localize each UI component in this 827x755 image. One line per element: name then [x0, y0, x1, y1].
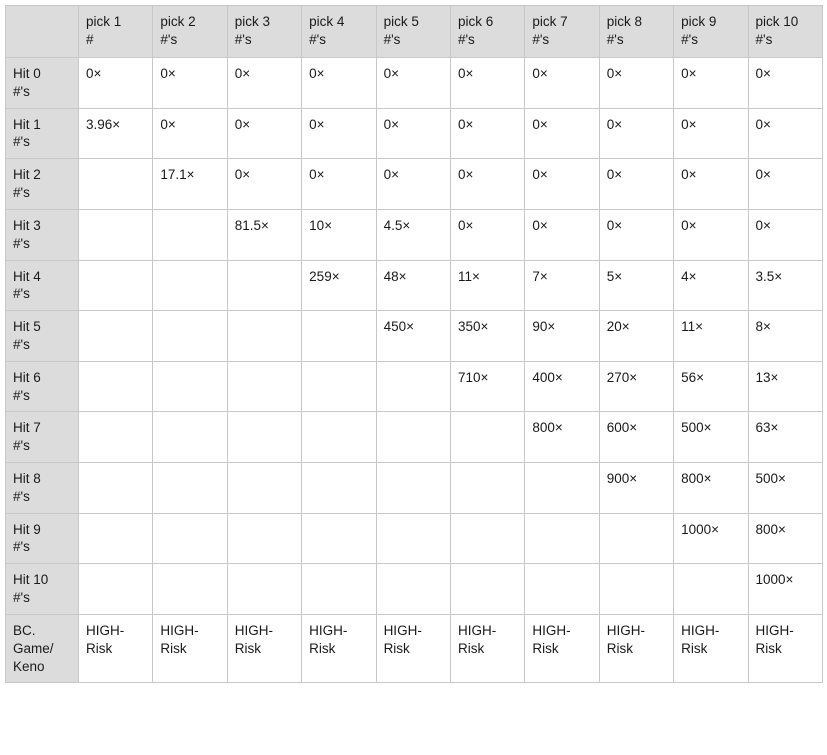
cell-hit6-pick7: 400× [525, 361, 599, 412]
cell-hit0-pick9: 0× [674, 58, 748, 109]
cell-hit2-pick1 [79, 159, 153, 210]
column-header-pick-8 [599, 6, 673, 58]
row-header-unit: #'s [13, 83, 30, 99]
table-row [6, 564, 823, 615]
cell-hit8-pick2 [153, 463, 227, 514]
column-header-pick-9 [674, 6, 748, 58]
cell-hit4-pick7: 7× [525, 260, 599, 311]
row-header-unit: #'s [13, 134, 30, 150]
cell-risk-pick8: HIGH-Risk [599, 614, 673, 682]
cell-hit3-pick9: 0× [674, 209, 748, 260]
cell-hit7-pick9: 500× [674, 412, 748, 463]
column-header-pick-5 [376, 6, 450, 58]
row-header-hit-8 [6, 463, 79, 514]
table-row [6, 58, 823, 109]
cell-hit2-pick10: 0× [748, 159, 822, 210]
column-header-unit: #'s [681, 31, 698, 47]
cell-hit4-pick10: 3.5× [748, 260, 822, 311]
cell-hit4-pick2 [153, 260, 227, 311]
cell-hit0-pick10: 0× [748, 58, 822, 109]
cell-hit9-pick8 [599, 513, 673, 564]
cell-hit8-pick8: 900× [599, 463, 673, 514]
cell-hit6-pick10: 13× [748, 361, 822, 412]
column-header-unit: # [86, 31, 94, 47]
cell-hit7-pick1 [79, 412, 153, 463]
row-header-label2: Game/ [13, 640, 54, 656]
cell-hit4-pick4: 259× [302, 260, 376, 311]
cell-hit5-pick5: 450× [376, 311, 450, 362]
cell-hit0-pick7: 0× [525, 58, 599, 109]
cell-hit8-pick5 [376, 463, 450, 514]
column-header-name: pick 6 [457, 14, 494, 29]
cell-hit5-pick1 [79, 311, 153, 362]
cell-hit10-pick10: 1000× [748, 564, 822, 615]
cell-hit8-pick10: 500× [748, 463, 822, 514]
cell-hit4-pick5: 48× [376, 260, 450, 311]
column-header-name: pick 5 [383, 14, 419, 29]
table-header [6, 6, 823, 58]
cell-hit10-pick6 [450, 564, 524, 615]
cell-hit9-pick6 [450, 513, 524, 564]
column-header-name: pick 1 [86, 14, 122, 29]
row-header-hit-5 [6, 311, 79, 362]
row-header-label: Hit 7 [13, 420, 41, 436]
cell-hit3-pick5: 4.5× [376, 209, 450, 260]
cell-hit6-pick5 [376, 361, 450, 412]
row-header-label: Hit 5 [13, 319, 41, 335]
cell-hit2-pick9: 0× [674, 159, 748, 210]
cell-hit7-pick5 [376, 412, 450, 463]
cell-risk-pick3: HIGH-Risk [227, 614, 301, 682]
cell-hit6-pick8: 270× [599, 361, 673, 412]
cell-hit7-pick4 [302, 412, 376, 463]
cell-hit1-pick10: 0× [748, 108, 822, 159]
cell-hit3-pick3: 81.5× [227, 209, 301, 260]
cell-risk-pick7: HIGH-Risk [525, 614, 599, 682]
column-header-unit: #'s [755, 31, 773, 47]
cell-hit4-pick1 [79, 260, 153, 311]
row-header-hit-10 [6, 564, 79, 615]
cell-hit6-pick9: 56× [674, 361, 748, 412]
row-header-bc-game-keno [6, 614, 79, 682]
column-header-unit: #'s [234, 31, 252, 47]
table-row [6, 513, 823, 564]
row-header-label: Hit 0 [13, 66, 41, 81]
cell-hit1-pick4: 0× [302, 108, 376, 159]
row-header-label: Hit 1 [13, 116, 41, 132]
row-header-unit: #'s [13, 590, 30, 606]
cell-hit8-pick6 [450, 463, 524, 514]
row-header-hit-0 [6, 58, 79, 109]
cell-hit9-pick7 [525, 513, 599, 564]
row-header-hit-9 [6, 513, 79, 564]
cell-hit1-pick7: 0× [525, 108, 599, 159]
column-header-name: pick 2 [160, 14, 196, 29]
column-header-name: pick 8 [606, 14, 643, 29]
table-row-risk [6, 614, 823, 682]
row-header-label: Hit 10 [13, 572, 49, 588]
cell-hit3-pick2 [153, 209, 227, 260]
column-header-pick-2 [153, 6, 227, 58]
table-row [6, 159, 823, 210]
cell-hit5-pick7: 90× [525, 311, 599, 362]
cell-hit3-pick4: 10× [302, 209, 376, 260]
cell-hit9-pick3 [227, 513, 301, 564]
cell-hit1-pick2: 0× [153, 108, 227, 159]
cell-hit9-pick2 [153, 513, 227, 564]
column-header-pick-10 [748, 6, 822, 58]
cell-hit4-pick9: 4× [674, 260, 748, 311]
cell-risk-pick9: HIGH-Risk [674, 614, 748, 682]
cell-hit1-pick3: 0× [227, 108, 301, 159]
table-row [6, 361, 823, 412]
cell-hit9-pick10: 800× [748, 513, 822, 564]
column-header-pick-4 [302, 6, 376, 58]
row-header-unit: #'s [13, 185, 30, 201]
cell-hit7-pick10: 63× [748, 412, 822, 463]
cell-hit0-pick6: 0× [450, 58, 524, 109]
cell-hit6-pick1 [79, 361, 153, 412]
column-header-name: pick 3 [234, 14, 271, 29]
cell-hit2-pick5: 0× [376, 159, 450, 210]
cell-hit0-pick4: 0× [302, 58, 376, 109]
cell-hit8-pick9: 800× [674, 463, 748, 514]
cell-hit4-pick6: 11× [450, 260, 524, 311]
row-header-unit: #'s [13, 235, 30, 251]
row-header-label: Hit 9 [13, 521, 41, 537]
cell-hit6-pick3 [227, 361, 301, 412]
cell-hit9-pick4 [302, 513, 376, 564]
cell-hit5-pick6: 350× [450, 311, 524, 362]
column-header-unit: #'s [606, 31, 624, 47]
cell-hit8-pick7 [525, 463, 599, 514]
table-corner-cell [6, 6, 79, 58]
row-header-label: BC. [13, 622, 36, 638]
row-header-hit-1 [6, 108, 79, 159]
cell-hit2-pick8: 0× [599, 159, 673, 210]
cell-hit3-pick1 [79, 209, 153, 260]
cell-hit2-pick6: 0× [450, 159, 524, 210]
table-row [6, 209, 823, 260]
cell-hit1-pick6: 0× [450, 108, 524, 159]
column-header-name: pick 4 [309, 14, 345, 29]
cell-hit0-pick5: 0× [376, 58, 450, 109]
cell-hit0-pick8: 0× [599, 58, 673, 109]
cell-risk-pick10: HIGH-Risk [748, 614, 822, 682]
cell-risk-pick6: HIGH-Risk [450, 614, 524, 682]
cell-hit0-pick1: 0× [79, 58, 153, 109]
keno-payout-table [5, 5, 823, 683]
cell-hit10-pick2 [153, 564, 227, 615]
cell-hit5-pick4 [302, 311, 376, 362]
cell-hit1-pick1: 3.96× [79, 108, 153, 159]
cell-hit2-pick3: 0× [227, 159, 301, 210]
cell-hit8-pick1 [79, 463, 153, 514]
cell-hit10-pick1 [79, 564, 153, 615]
row-header-hit-7 [6, 412, 79, 463]
cell-hit10-pick8 [599, 564, 673, 615]
column-header-pick-1 [79, 6, 153, 58]
cell-hit4-pick3 [227, 260, 301, 311]
cell-hit7-pick3 [227, 412, 301, 463]
row-header-label: Hit 3 [13, 217, 41, 233]
cell-hit6-pick4 [302, 361, 376, 412]
cell-hit9-pick9: 1000× [674, 513, 748, 564]
row-header-label: Hit 4 [13, 268, 41, 284]
cell-hit5-pick9: 11× [674, 311, 748, 362]
cell-hit4-pick8: 5× [599, 260, 673, 311]
column-header-name: pick 9 [681, 14, 717, 29]
table-row [6, 412, 823, 463]
cell-risk-pick1: HIGH-Risk [79, 614, 153, 682]
cell-hit5-pick8: 20× [599, 311, 673, 362]
table-row [6, 108, 823, 159]
row-header-hit-4 [6, 260, 79, 311]
cell-risk-pick4: HIGH-Risk [302, 614, 376, 682]
cell-hit10-pick5 [376, 564, 450, 615]
row-header-hit-2 [6, 159, 79, 210]
row-header-unit: #'s [13, 488, 30, 504]
cell-hit10-pick3 [227, 564, 301, 615]
cell-hit8-pick4 [302, 463, 376, 514]
cell-hit10-pick9 [674, 564, 748, 615]
cell-hit5-pick3 [227, 311, 301, 362]
cell-hit3-pick7: 0× [525, 209, 599, 260]
cell-hit0-pick2: 0× [153, 58, 227, 109]
column-header-name: pick 10 [755, 14, 799, 29]
cell-hit3-pick10: 0× [748, 209, 822, 260]
row-header-unit: #'s [13, 438, 30, 454]
cell-hit1-pick9: 0× [674, 108, 748, 159]
cell-hit9-pick5 [376, 513, 450, 564]
header-row [6, 6, 823, 58]
row-header-unit: #'s [13, 286, 30, 302]
cell-hit3-pick6: 0× [450, 209, 524, 260]
cell-hit2-pick4: 0× [302, 159, 376, 210]
cell-hit0-pick3: 0× [227, 58, 301, 109]
column-header-unit: #'s [457, 31, 475, 47]
cell-hit7-pick8: 600× [599, 412, 673, 463]
cell-hit10-pick4 [302, 564, 376, 615]
row-header-label: Hit 8 [13, 471, 41, 486]
cell-hit1-pick5: 0× [376, 108, 450, 159]
row-header-unit: #'s [13, 336, 30, 352]
cell-hit9-pick1 [79, 513, 153, 564]
row-header-label3: Keno [13, 658, 45, 674]
column-header-pick-7 [525, 6, 599, 58]
table-row [6, 463, 823, 514]
table-row [6, 311, 823, 362]
cell-risk-pick2: HIGH-Risk [153, 614, 227, 682]
cell-hit7-pick6 [450, 412, 524, 463]
row-header-label: Hit 2 [13, 167, 41, 183]
cell-hit7-pick2 [153, 412, 227, 463]
cell-hit2-pick2: 17.1× [153, 159, 227, 210]
row-header-hit-6 [6, 361, 79, 412]
cell-hit7-pick7: 800× [525, 412, 599, 463]
cell-hit10-pick7 [525, 564, 599, 615]
column-header-unit: #'s [532, 31, 550, 47]
row-header-unit: #'s [13, 387, 30, 403]
cell-hit1-pick8: 0× [599, 108, 673, 159]
row-header-label: Hit 6 [13, 369, 41, 385]
cell-hit3-pick8: 0× [599, 209, 673, 260]
cell-hit5-pick2 [153, 311, 227, 362]
cell-hit5-pick10: 8× [748, 311, 822, 362]
cell-risk-pick5: HIGH-Risk [376, 614, 450, 682]
table-body [6, 58, 823, 683]
cell-hit2-pick7: 0× [525, 159, 599, 210]
cell-hit8-pick3 [227, 463, 301, 514]
column-header-pick-3 [227, 6, 301, 58]
cell-hit6-pick2 [153, 361, 227, 412]
column-header-pick-6 [450, 6, 524, 58]
column-header-unit: #'s [160, 31, 178, 47]
column-header-unit: #'s [383, 31, 401, 47]
row-header-hit-3 [6, 209, 79, 260]
row-header-unit: #'s [13, 539, 30, 555]
table-row [6, 260, 823, 311]
cell-hit6-pick6: 710× [450, 361, 524, 412]
column-header-name: pick 7 [532, 14, 568, 29]
column-header-unit: #'s [309, 31, 327, 47]
